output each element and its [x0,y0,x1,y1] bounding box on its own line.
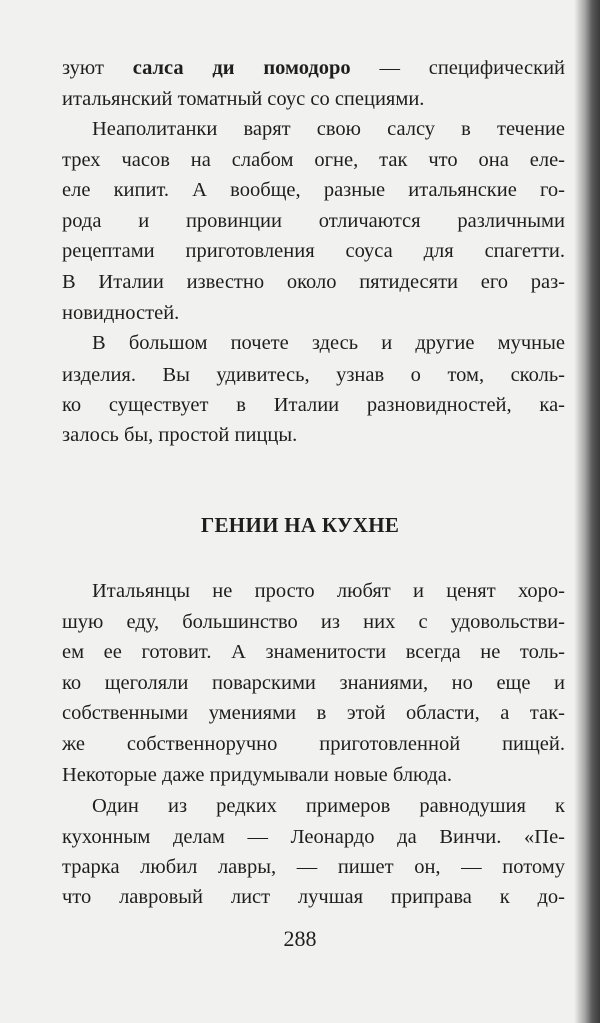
text-line: новидностей. [62,302,180,324]
text-line: итальянский томатный соус со специями. [62,88,425,110]
text-line: ко существует в Италии разновидностей, ка- [62,394,565,416]
text-line: В большом почете здесь и другие мучные [92,332,565,354]
text-run: — специфический [350,57,566,79]
page-gutter-shadow [574,0,600,1023]
bold-term: салса ди помодоро [132,57,351,79]
section-heading: ГЕНИИ НА КУХНЕ [200,513,400,537]
text-line: же собственноручно приготовленной пищей. [62,733,565,755]
text-line: еле кипит. А вообще, разные итальянские го- [62,179,565,201]
text-run: зуют [62,57,133,79]
text-line: Итальянцы не просто любят и ценят хоро- [92,580,565,602]
text-line: что лавровый лист лучшая приправа к до- [62,886,565,908]
text-line: трех часов на слабом огне, так что она еле- [62,149,565,171]
text-line: ем ее готовит. А знаменитости всегда не толь- [62,641,565,663]
text-line: Неаполитанки варят свою салсу в течение [92,118,565,140]
text-line: ко щеголяли поварскими знаниями, но еще и [62,672,565,694]
text-line: кухонным делам — Леонардо да Винчи. «Пе- [62,826,565,848]
text-line: собственными умениями в этой области, а так- [62,702,565,724]
page-number: 288 [283,926,317,951]
text-line: залось бы, простой пиццы. [62,424,298,446]
text-line: шую еду, большинство из них с удовольстви- [62,611,565,633]
text-line: рецептами приготовления соуса для спагетти. [62,240,565,262]
text-line: изделия. Вы удивитесь, узнав о том, сколь- [62,364,565,386]
text-line [62,56,565,80]
text-line: рода и провинции отличаются различными [62,210,565,232]
text-line: Один из редких примеров равнодушия к [92,795,565,817]
text-line: В Италии известно около пятидесяти его раз- [62,271,565,293]
text-line: трарка любил лавры, — пишет он, — потому [62,856,565,878]
text-line: Некоторые даже придумывали новые блюда. [62,764,452,786]
